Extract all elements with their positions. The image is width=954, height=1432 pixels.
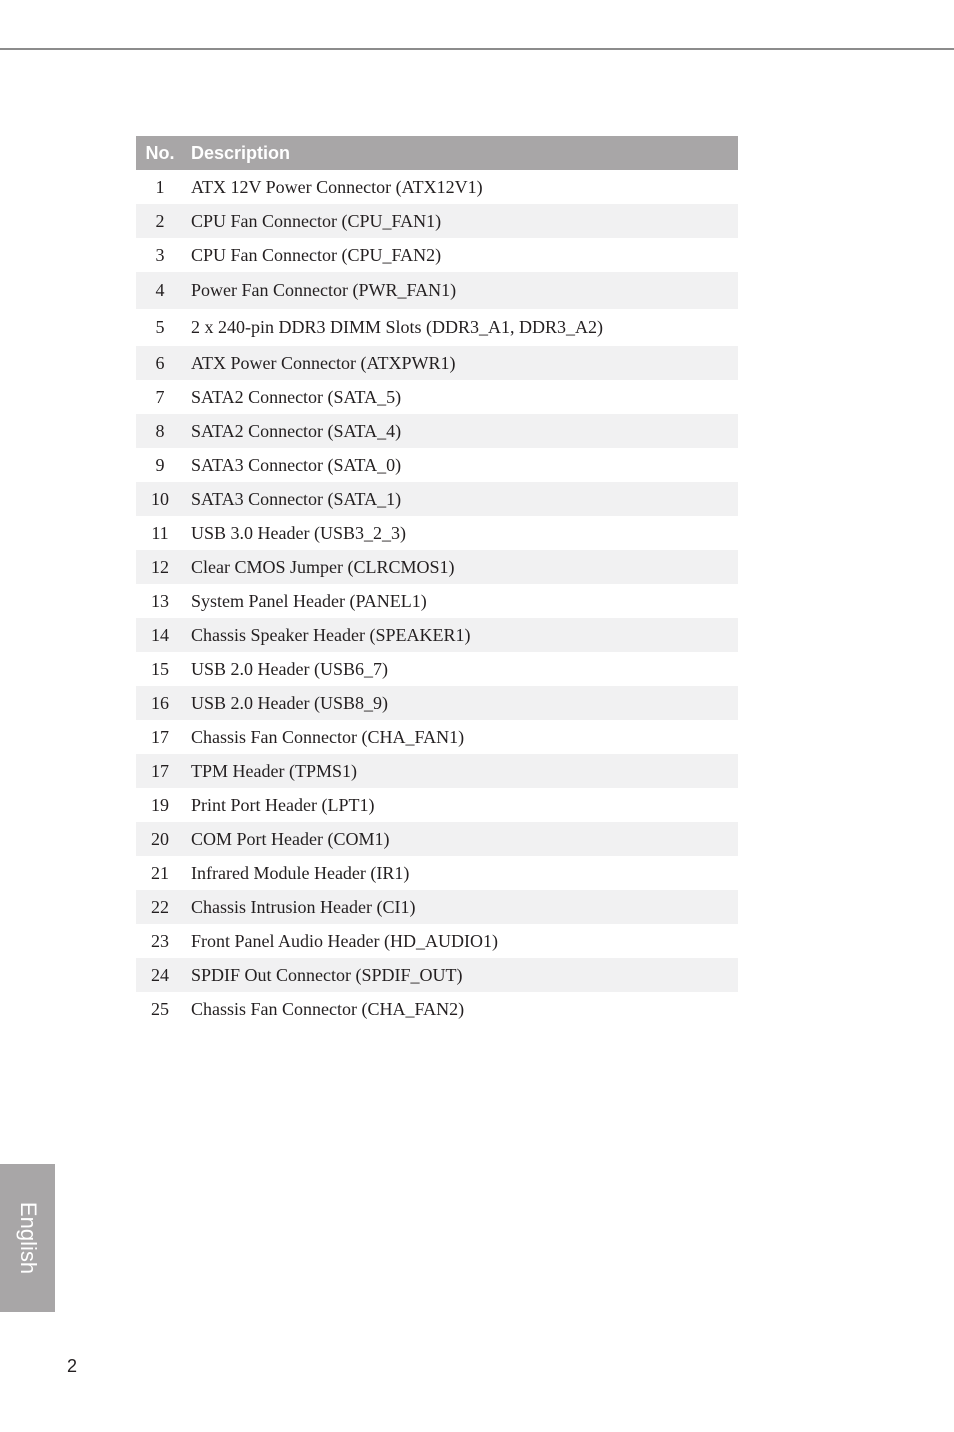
table-row	[136, 924, 738, 958]
table-row	[136, 822, 738, 856]
row-number: 17	[151, 760, 169, 781]
table-row	[136, 550, 738, 584]
table-row	[136, 238, 738, 272]
row-number: 2	[155, 210, 165, 231]
table-row	[136, 170, 738, 204]
table-row	[136, 788, 738, 822]
row-number: 6	[155, 352, 165, 373]
row-description: Print Port Header (LPT1)	[191, 794, 375, 815]
row-number: 17	[151, 726, 169, 747]
row-number: 1	[155, 176, 165, 197]
table-row	[136, 652, 738, 686]
row-number: 23	[151, 930, 169, 951]
table-row	[136, 482, 738, 516]
table-row	[136, 380, 738, 414]
row-number: 11	[151, 522, 169, 543]
row-description: Chassis Speaker Header (SPEAKER1)	[191, 624, 471, 645]
table-row	[136, 414, 738, 448]
table-row	[136, 686, 738, 720]
table-row	[136, 890, 738, 924]
row-number: 4	[155, 280, 165, 300]
table-row	[136, 992, 738, 1026]
row-description: Power Fan Connector (PWR_FAN1)	[191, 280, 457, 300]
row-description: CPU Fan Connector (CPU_FAN2)	[191, 244, 442, 265]
row-number: 10	[151, 488, 169, 509]
row-number: 5	[155, 317, 165, 337]
header-description: Description	[191, 142, 291, 163]
table-row	[136, 720, 738, 754]
row-number: 3	[155, 244, 165, 265]
table-row	[136, 754, 738, 788]
row-description: SATA2 Connector (SATA_4)	[191, 420, 402, 441]
row-description: SATA2 Connector (SATA_5)	[191, 386, 402, 407]
table-row	[136, 204, 738, 238]
row-description: Infrared Module Header (IR1)	[191, 862, 410, 883]
row-description: USB 2.0 Header (USB8_9)	[191, 692, 388, 713]
row-description: SATA3 Connector (SATA_1)	[191, 488, 402, 509]
row-description: Chassis Intrusion Header (CI1)	[191, 896, 416, 917]
row-description: CPU Fan Connector (CPU_FAN1)	[191, 210, 442, 231]
row-description: SPDIF Out Connector (SPDIF_OUT)	[191, 964, 463, 985]
row-number: 20	[151, 828, 169, 849]
row-description: Clear CMOS Jumper (CLRCMOS1)	[191, 556, 455, 577]
table-row	[136, 584, 738, 618]
row-number: 21	[151, 862, 169, 883]
page-number: 2	[67, 1356, 78, 1376]
row-description: 2 x 240-pin DDR3 DIMM Slots (DDR3_A1, DDR3_A2)	[191, 317, 604, 337]
row-number: 14	[151, 624, 169, 645]
table-row	[136, 618, 738, 652]
row-number: 24	[151, 964, 169, 985]
table-header	[136, 136, 738, 170]
top-rule	[0, 48, 954, 50]
table-row	[136, 448, 738, 482]
table-row	[136, 272, 738, 309]
component-table	[136, 136, 738, 1026]
table-row	[136, 958, 738, 992]
row-description: USB 3.0 Header (USB3_2_3)	[191, 522, 406, 543]
table-row	[136, 856, 738, 890]
row-description: COM Port Header (COM1)	[191, 828, 390, 849]
row-number: 9	[155, 454, 165, 475]
row-description: System Panel Header (PANEL1)	[191, 590, 427, 611]
row-number: 8	[155, 420, 165, 441]
row-number: 16	[151, 692, 169, 713]
language-tab-label: English	[15, 1201, 41, 1275]
row-description: Chassis Fan Connector (CHA_FAN1)	[191, 726, 465, 747]
row-number: 22	[151, 896, 169, 917]
row-description: Chassis Fan Connector (CHA_FAN2)	[191, 998, 465, 1019]
row-description: Front Panel Audio Header (HD_AUDIO1)	[191, 930, 498, 951]
language-tab	[0, 1164, 55, 1312]
row-description: USB 2.0 Header (USB6_7)	[191, 658, 388, 679]
row-description: TPM Header (TPMS1)	[191, 760, 357, 781]
table-row	[136, 516, 738, 550]
row-number: 25	[151, 998, 169, 1019]
table-row	[136, 309, 738, 346]
row-number: 15	[151, 658, 169, 679]
row-number: 19	[151, 794, 169, 815]
row-description: SATA3 Connector (SATA_0)	[191, 454, 402, 475]
header-no: No.	[145, 142, 175, 163]
row-description: ATX 12V Power Connector (ATX12V1)	[191, 176, 483, 197]
table-row	[136, 346, 738, 380]
row-number: 12	[151, 556, 169, 577]
row-description: ATX Power Connector (ATXPWR1)	[191, 352, 456, 373]
row-number: 13	[151, 590, 169, 611]
row-number: 7	[155, 386, 165, 407]
